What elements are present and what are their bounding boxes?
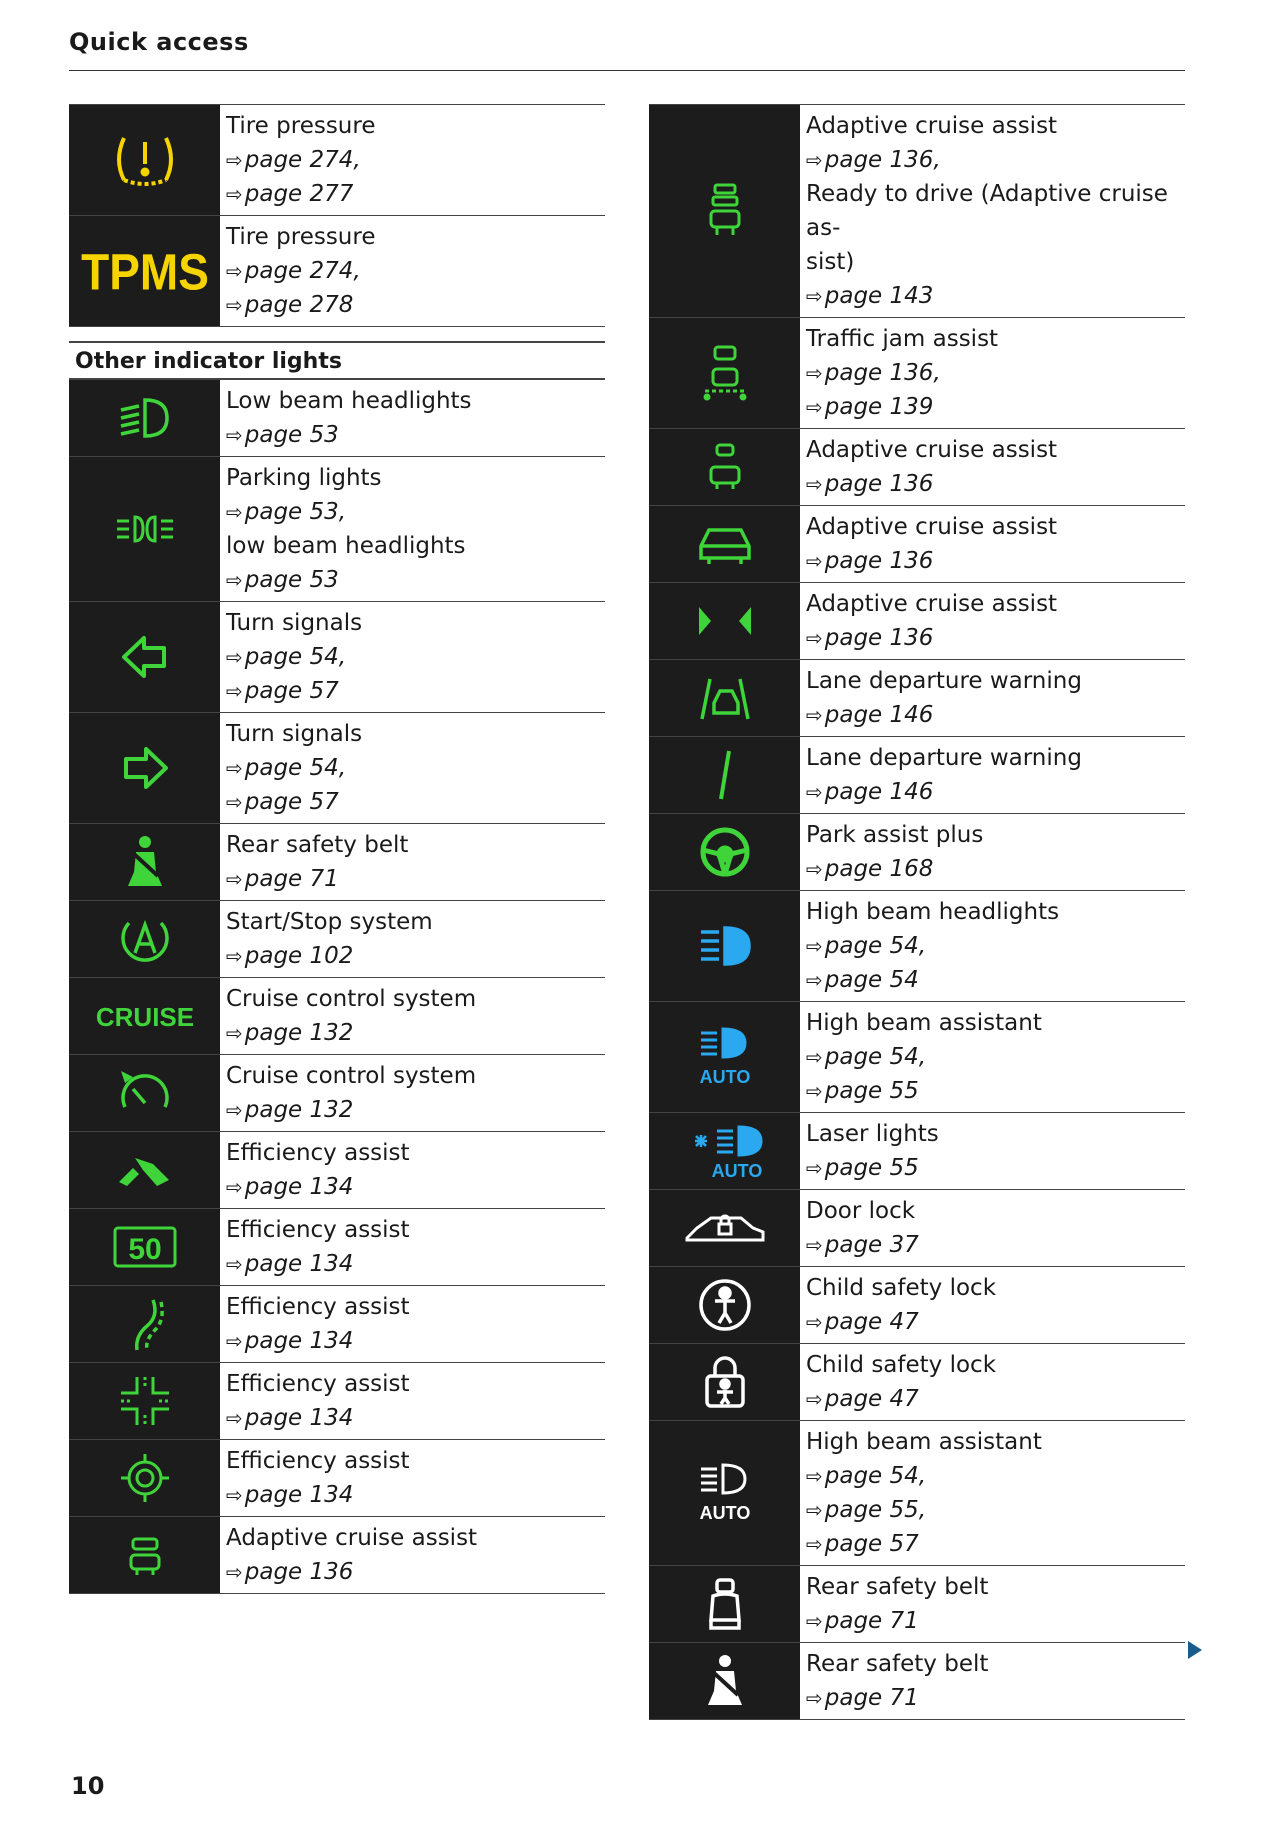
page-reference-text: page 146 [824,779,934,805]
indicator-label: Traffic jam assist [806,326,999,352]
indicator-row [69,1285,605,1362]
indicator-label: Adaptive cruise assist [806,437,1058,463]
indicator-label: Turn signals [226,721,363,747]
svg-text:TPMS: TPMS [80,244,209,301]
reference-arrow-icon: ⇨ [226,568,243,592]
page-reference-link[interactable] [226,1093,599,1127]
page-reference-text: page 55 [824,1078,919,1104]
page-reference-link[interactable] [806,544,1179,578]
page-reference-text: page 71 [824,1685,919,1711]
header-rule [69,70,1185,71]
reference-arrow-icon: ⇨ [806,395,823,419]
indicator-description [220,978,605,1054]
cruise-speedometer-icon [69,1055,220,1131]
page-reference-link[interactable] [226,495,599,529]
indicator-description [220,1286,605,1362]
svg-text:CRUISE: CRUISE [95,1002,194,1032]
reference-arrow-icon: ⇨ [806,968,823,992]
page-reference-link[interactable] [806,852,1179,886]
reference-arrow-icon: ⇨ [226,867,243,891]
indicator-label: Lane departure warning [806,668,1082,694]
page-reference-link[interactable] [806,1382,1179,1416]
page-reference-text: page 136 [244,1559,354,1585]
indicator-description [800,318,1185,428]
reference-arrow-icon: ⇨ [226,148,243,172]
page-reference-link[interactable] [806,775,1179,809]
page-reference-link[interactable] [226,1401,599,1435]
indicator-label: low beam headlights [226,533,466,559]
page-reference-text: page 55 [824,1155,919,1181]
indicator-label: Turn signals [226,610,363,636]
indicator-row [649,1642,1185,1719]
indicator-row [649,104,1185,317]
reference-arrow-icon: ⇨ [806,626,823,650]
reference-arrow-icon: ⇨ [226,259,243,283]
indicator-row [649,317,1185,428]
indicator-row [69,900,605,977]
page-reference-link[interactable] [806,1228,1179,1262]
steering-wheel-icon [649,814,800,890]
roundabout-icon [69,1440,220,1516]
page-reference-link[interactable] [226,177,599,211]
reference-arrow-icon: ⇨ [806,1156,823,1180]
indicator-row [69,215,605,326]
reference-arrow-icon: ⇨ [806,1045,823,1069]
indicator-row [649,1189,1185,1266]
page-reference-link[interactable] [226,1170,599,1204]
page-reference-link[interactable] [806,963,1179,997]
page-reference-text: page 136 [824,625,934,651]
reference-arrow-icon: ⇨ [226,182,243,206]
page-reference-text: page 136, [824,360,941,386]
indicator-description [220,713,605,823]
indicator-row [69,1362,605,1439]
page-reference-link[interactable] [806,1493,1179,1527]
reference-arrow-icon: ⇨ [806,549,823,573]
page-reference-link[interactable] [226,254,599,288]
indicator-label: Rear safety belt [806,1574,989,1600]
page-reference-text: page 134 [244,1251,354,1277]
indicator-description [800,1113,1185,1189]
speed-limit-50-icon [69,1209,220,1285]
page-reference-link[interactable] [806,1040,1179,1074]
rear-seatbelt-icon [69,824,220,900]
reference-arrow-icon: ⇨ [806,857,823,881]
reference-arrow-icon: ⇨ [806,1079,823,1103]
page-reference-link[interactable] [806,1681,1179,1715]
reference-arrow-icon: ⇨ [226,1175,243,1199]
page-reference-link[interactable] [226,1016,599,1050]
indicator-row [649,1343,1185,1420]
indicator-label: Rear safety belt [806,1651,989,1677]
child-lock-padlock-icon [649,1344,800,1420]
reference-arrow-icon: ⇨ [226,1406,243,1430]
indicator-label: Efficiency assist [226,1448,410,1474]
indicator-row [649,1001,1185,1112]
indicator-row [649,505,1185,582]
indicator-description [800,814,1185,890]
indicator-description [800,506,1185,582]
page-reference-text: page 274, [244,258,361,284]
page-reference-link[interactable] [226,939,599,973]
indicator-row [649,1565,1185,1642]
page-reference-text: page 136, [824,147,941,173]
indicator-label: Ready to drive (Adaptive cruise as- [806,181,1168,241]
page-reference-text: page 139 [824,394,934,420]
page-reference-text: page 278 [244,292,354,318]
indicator-description [800,1344,1185,1420]
page-reference-text: page 71 [824,1608,919,1634]
indicator-row [69,1516,605,1593]
reference-arrow-icon: ⇨ [806,1686,823,1710]
indicator-description [800,1267,1185,1343]
indicator-row [69,104,605,215]
page-reference-link[interactable] [806,929,1179,963]
page-reference-text: page 134 [244,1405,354,1431]
page-reference-link[interactable] [806,467,1179,501]
reference-arrow-icon: ⇨ [806,1498,823,1522]
indicator-description [220,1363,605,1439]
reference-arrow-icon: ⇨ [806,780,823,804]
indicator-row [69,977,605,1054]
page-reference-link[interactable] [806,279,1179,313]
rear-seatbelt-white-icon [649,1643,800,1719]
page-reference-link[interactable] [226,785,599,819]
indicator-row [649,890,1185,1001]
indicator-label: Park assist plus [806,822,984,848]
page-reference-link[interactable] [226,674,599,708]
reference-arrow-icon: ⇨ [806,1532,823,1556]
reference-arrow-icon: ⇨ [226,645,243,669]
indicator-row [649,428,1185,505]
indicator-label: Efficiency assist [226,1294,410,1320]
indicator-description [220,216,605,326]
other-indicators-table [69,379,605,1593]
indicator-row [69,823,605,900]
indicator-description [800,1002,1185,1112]
indicator-row [69,1054,605,1131]
reference-arrow-icon: ⇨ [806,361,823,385]
page-reference-text: page 274, [244,147,361,173]
left-column [69,104,605,1594]
page-reference-text: page 37 [824,1232,919,1258]
intersection-icon [69,1363,220,1439]
reference-arrow-icon: ⇨ [226,1560,243,1584]
reference-arrow-icon: ⇨ [806,1310,823,1334]
indicator-row [69,379,605,456]
low-beam-icon [69,380,220,456]
reference-arrow-icon: ⇨ [226,944,243,968]
indicator-label: Lane departure warning [806,745,1082,771]
reference-arrow-icon: ⇨ [806,703,823,727]
indicator-row [69,1131,605,1208]
svg-text:AUTO: AUTO [699,1503,750,1523]
page-reference-text: page 136 [824,548,934,574]
page-reference-text: page 54 [824,967,919,993]
page-reference-link[interactable] [806,1604,1179,1638]
indicator-row [649,736,1185,813]
page-reference-link[interactable] [226,1478,599,1512]
indicator-description [800,105,1185,317]
start-stop-icon [69,901,220,977]
page-reference-text: page 57 [244,678,339,704]
indicator-row [649,813,1185,890]
indicator-description [800,1190,1185,1266]
page-reference-text: page 54, [824,1044,927,1070]
page-reference-link[interactable] [806,143,1179,177]
lane-line-icon [649,737,800,813]
indicator-description [800,891,1185,1001]
indicator-row [69,601,605,712]
indicator-row [649,1420,1185,1565]
indicator-description [800,660,1185,736]
indicator-label: Laser lights [806,1121,939,1147]
page-reference-link[interactable] [806,356,1179,390]
tpms-icon [69,216,220,326]
right-column [649,104,1185,1720]
curved-road-icon [69,1286,220,1362]
indicator-description [220,1209,605,1285]
indicator-description [220,824,605,900]
page-header-title: Quick access [69,28,249,56]
indicator-label: Child safety lock [806,1275,997,1301]
indicator-row [69,1439,605,1516]
reference-arrow-icon: ⇨ [806,472,823,496]
page-reference-text: page 53 [244,567,339,593]
indicator-label: Low beam headlights [226,388,472,414]
turn-signal-left-icon [69,602,220,712]
indicator-label: Adaptive cruise assist [806,113,1058,139]
page-reference-text: page 54, [824,1463,927,1489]
lane-departure-icon [649,660,800,736]
tire-pressure-table [69,104,605,326]
page-reference-text: page 47 [824,1309,919,1335]
page-reference-text: page 55, [824,1497,927,1523]
page-reference-text: page 57 [244,789,339,815]
reference-arrow-icon: ⇨ [226,1098,243,1122]
page-reference-text: page 54, [244,755,347,781]
page-reference-link[interactable] [806,390,1179,424]
page-reference-link[interactable] [806,1459,1179,1493]
indicator-description [800,429,1185,505]
indicator-row [69,456,605,601]
indicator-description [800,583,1185,659]
page-reference-link[interactable] [226,288,599,322]
indicator-label: High beam assistant [806,1010,1042,1036]
reference-arrow-icon: ⇨ [806,1233,823,1257]
indicator-table-continued [649,104,1185,1719]
page-reference-link[interactable] [226,751,599,785]
indicator-description [800,1566,1185,1642]
vehicle-following-icon [649,429,800,505]
reference-arrow-icon: ⇨ [806,284,823,308]
page-reference-text: page 146 [824,702,934,728]
reference-arrow-icon: ⇨ [226,500,243,524]
indicator-label: Tire pressure [226,224,376,250]
reference-arrow-icon: ⇨ [806,1464,823,1488]
continue-arrow-icon [1188,1641,1202,1659]
page-reference-link[interactable] [226,1324,599,1358]
indicator-description [220,1132,605,1208]
coasting-icon [69,1132,220,1208]
cruise-text-icon [69,978,220,1054]
laser-light-auto-icon [649,1113,800,1189]
page-reference-link[interactable] [226,1247,599,1281]
high-beam-icon [649,891,800,1001]
indicator-label: sist) [806,249,855,275]
reference-arrow-icon: ⇨ [226,679,243,703]
turn-signal-right-icon [69,713,220,823]
page-reference-text: page 134 [244,1482,354,1508]
indicator-row [649,1266,1185,1343]
page-reference-text: page 132 [244,1020,354,1046]
indicator-label: Adaptive cruise assist [806,514,1058,540]
reference-arrow-icon: ⇨ [226,1021,243,1045]
page-reference-text: page 143 [824,283,934,309]
reference-arrow-icon: ⇨ [226,293,243,317]
page-reference-link[interactable] [806,698,1179,732]
indicator-description [220,457,605,601]
car-outline-icon [649,506,800,582]
indicator-label: Door lock [806,1198,916,1224]
tire-pressure-warning-icon [69,105,220,215]
indicator-label: Rear safety belt [226,832,409,858]
indicator-description [220,602,605,712]
indicator-row [649,582,1185,659]
indicator-label: Child safety lock [806,1352,997,1378]
indicator-description [220,1517,605,1593]
page-reference-text: page 53, [244,499,347,525]
adaptive-cruise-ready-icon [649,105,800,317]
svg-text:AUTO: AUTO [699,1067,750,1087]
page-number: 10 [71,1772,105,1800]
page-reference-link[interactable] [226,418,599,452]
reference-arrow-icon: ⇨ [806,1609,823,1633]
parking-lights-icon [69,457,220,601]
indicator-row [649,1112,1185,1189]
indicator-label: Start/Stop system [226,909,433,935]
indicator-row [69,712,605,823]
high-beam-auto-white-icon [649,1421,800,1565]
reference-arrow-icon: ⇨ [226,1329,243,1353]
page-reference-link[interactable] [806,621,1179,655]
high-beam-auto-icon [649,1002,800,1112]
page-reference-text: page 102 [244,943,354,969]
page-reference-text: page 57 [824,1531,919,1557]
indicator-description [800,1421,1185,1565]
indicator-description [800,737,1185,813]
indicator-label: High beam headlights [806,899,1060,925]
reference-arrow-icon: ⇨ [226,1252,243,1276]
indicator-label: Adaptive cruise assist [806,591,1058,617]
reference-arrow-icon: ⇨ [226,1483,243,1507]
page-reference-text: page 168 [824,856,934,882]
page-reference-text: page 54, [824,933,927,959]
page-reference-text: page 136 [824,471,934,497]
page-reference-link[interactable] [226,143,599,177]
page-reference-link[interactable] [806,1151,1179,1185]
reference-arrow-icon: ⇨ [806,148,823,172]
page-reference-link[interactable] [806,1527,1179,1561]
indicator-label: Cruise control system [226,986,477,1012]
indicator-label: Parking lights [226,465,382,491]
indicator-label: Efficiency assist [226,1217,410,1243]
traffic-jam-assist-icon [649,318,800,428]
page-reference-link[interactable] [806,1074,1179,1108]
page-reference-link[interactable] [226,1555,599,1589]
rear-seat-unoccupied-icon [649,1566,800,1642]
indicator-description [220,105,605,215]
page-reference-text: page 47 [824,1386,919,1412]
page-reference-link[interactable] [806,1305,1179,1339]
door-lock-icon [649,1190,800,1266]
page-reference-link[interactable] [226,640,599,674]
indicator-label: Tire pressure [226,113,376,139]
page-reference-link[interactable] [226,563,599,597]
reference-arrow-icon: ⇨ [226,756,243,780]
reference-arrow-icon: ⇨ [806,934,823,958]
indicator-description [220,380,605,456]
indicator-label: Efficiency assist [226,1140,410,1166]
indicator-label: High beam assistant [806,1429,1042,1455]
svg-text:50: 50 [127,1233,162,1266]
page-reference-text: page 71 [244,866,339,892]
page-reference-text: page 134 [244,1328,354,1354]
indicator-row [69,1208,605,1285]
reference-arrow-icon: ⇨ [806,1387,823,1411]
lane-arrows-icon [649,583,800,659]
vehicle-ahead-small-icon [69,1517,220,1593]
page-reference-text: page 277 [244,181,354,207]
svg-text:AUTO: AUTO [711,1161,762,1181]
page-reference-text: page 132 [244,1097,354,1123]
indicator-description [220,1440,605,1516]
page-reference-text: page 54, [244,644,347,670]
reference-arrow-icon: ⇨ [226,423,243,447]
indicator-label: Cruise control system [226,1063,477,1089]
page-reference-link[interactable] [226,862,599,896]
indicator-label: Adaptive cruise assist [226,1525,478,1551]
indicator-description [800,1643,1185,1719]
indicator-description [220,1055,605,1131]
reference-arrow-icon: ⇨ [226,790,243,814]
page-reference-text: page 53 [244,422,339,448]
indicator-description [220,901,605,977]
child-lock-icon [649,1267,800,1343]
indicator-label: Efficiency assist [226,1371,410,1397]
section-heading-other-indicator-lights: Other indicator lights [69,341,605,379]
indicator-row [649,659,1185,736]
page-reference-text: page 134 [244,1174,354,1200]
